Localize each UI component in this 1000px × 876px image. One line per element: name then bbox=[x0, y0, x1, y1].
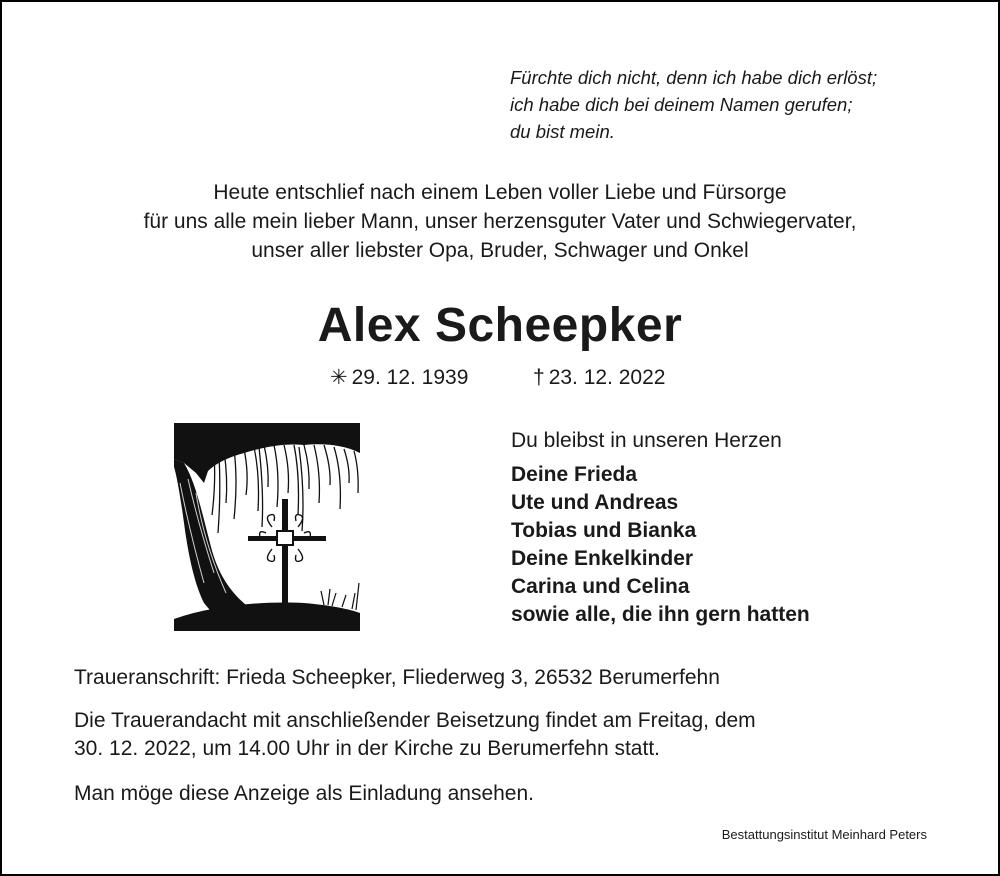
mourner: Ute und Andreas bbox=[511, 491, 679, 514]
announcement-line: für uns alle mein lieber Mann, unser herzensguter Vater und Schwiegervater, bbox=[143, 210, 857, 233]
family-intro: Du bleibst in unseren Herzen bbox=[511, 429, 782, 452]
birth-date-block bbox=[330, 364, 468, 392]
service-line: 30. 12. 2022, um 14.00 Uhr in der Kirche zu Berumerfehn statt. bbox=[74, 737, 660, 760]
funeral-service-info bbox=[74, 707, 756, 763]
mourner: Tobias und Bianka bbox=[511, 519, 697, 542]
undertaker-credit: Bestattungsinstitut Meinhard Peters bbox=[721, 827, 927, 842]
mourner: sowie alle, die ihn gern hatten bbox=[511, 603, 810, 626]
invitation-note: Man möge diese Anzeige als Einladung ansehen. bbox=[74, 782, 534, 805]
death-cross-icon: † bbox=[533, 366, 545, 389]
birth-date: 29. 12. 1939 bbox=[351, 366, 469, 389]
quote-line: du bist mein. bbox=[510, 121, 615, 142]
announcement-line: Heute entschlief nach einem Leben voller Liebe und Fürsorge bbox=[213, 181, 787, 204]
death-date: 23. 12. 2022 bbox=[548, 366, 666, 389]
quote-line: ich habe dich bei deinem Namen gerufen; bbox=[510, 94, 853, 115]
mourner: Deine Enkelkinder bbox=[511, 547, 694, 570]
tree-and-cross-illustration bbox=[174, 423, 360, 631]
bible-quote bbox=[510, 64, 877, 145]
death-date-block bbox=[533, 364, 665, 392]
service-line: Die Trauerandacht mit anschließender Beisetzung findet am Freitag, dem bbox=[74, 709, 756, 732]
announcement-text bbox=[0, 178, 1000, 265]
mourner: Deine Frieda bbox=[511, 463, 638, 486]
quote-line: Fürchte dich nicht, denn ich habe dich erlöst; bbox=[510, 67, 878, 88]
birth-star-icon: ✳ bbox=[330, 366, 348, 389]
mourners-list bbox=[511, 461, 810, 629]
announcement-line: unser aller liebster Opa, Bruder, Schwager und Onkel bbox=[251, 239, 749, 262]
mourning-address: Traueranschrift: Frieda Scheepker, Fliederweg 3, 26532 Berumerfehn bbox=[74, 666, 720, 689]
mourner: Carina und Celina bbox=[511, 575, 690, 598]
deceased-name: Alex Scheepker bbox=[317, 299, 683, 352]
